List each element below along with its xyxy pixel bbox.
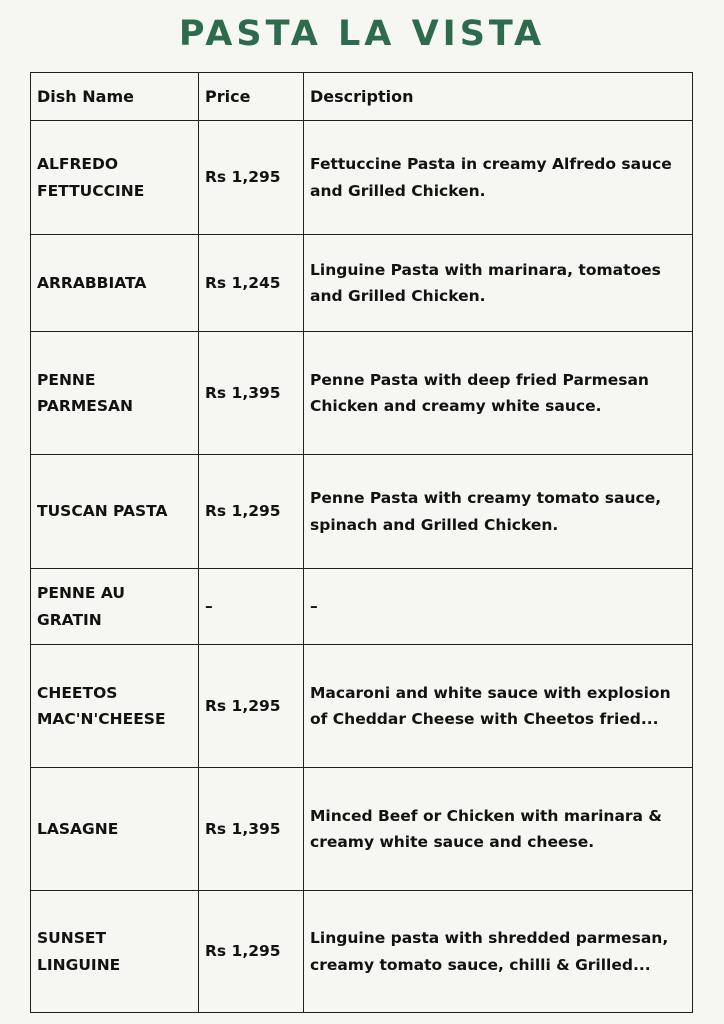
dish-name: PENNE AU GRATIN <box>31 569 199 645</box>
dish-price: Rs 1,245 <box>199 235 304 332</box>
table-row <box>31 235 693 332</box>
header-price: Price <box>199 73 304 121</box>
dish-description: Minced Beef or Chicken with marinara & creamy white sauce and cheese. <box>304 768 693 891</box>
table-row <box>31 121 693 235</box>
dish-description: Fettuccine Pasta in creamy Alfredo sauce and Grilled Chicken. <box>304 121 693 235</box>
dish-name: TUSCAN PASTA <box>31 455 199 569</box>
header-row <box>31 73 693 121</box>
table-row <box>31 569 693 645</box>
dish-price: – <box>199 569 304 645</box>
dish-description: Linguine Pasta with marinara, tomatoes and Grilled Chicken. <box>304 235 693 332</box>
dish-price: Rs 1,295 <box>199 645 304 768</box>
header-description: Description <box>304 73 693 121</box>
dish-name: SUNSET LINGUINE <box>31 891 199 1013</box>
table-row <box>31 645 693 768</box>
dish-description: Linguine pasta with shredded parmesan, creamy tomato sauce, chilli & Grilled... <box>304 891 693 1013</box>
dish-name: ALFREDO FETTUCCINE <box>31 121 199 235</box>
page-title: PASTA LA VISTA <box>178 14 546 54</box>
dish-description: Macaroni and white sauce with explosion of Cheddar Cheese with Cheetos fried... <box>304 645 693 768</box>
dish-price: Rs 1,295 <box>199 121 304 235</box>
table-row <box>31 768 693 891</box>
table-row <box>31 891 693 1013</box>
header-dish-name: Dish Name <box>31 73 199 121</box>
dish-name: LASAGNE <box>31 768 199 891</box>
dish-price: Rs 1,295 <box>199 455 304 569</box>
dish-price: Rs 1,395 <box>199 332 304 455</box>
menu-table <box>30 72 693 1013</box>
dish-name: PENNE PARMESAN <box>31 332 199 455</box>
dish-price: Rs 1,295 <box>199 891 304 1013</box>
dish-name: ARRABBIATA <box>31 235 199 332</box>
dish-description: – <box>304 569 693 645</box>
table-row <box>31 455 693 569</box>
dish-description: Penne Pasta with creamy tomato sauce, spinach and Grilled Chicken. <box>304 455 693 569</box>
dish-price: Rs 1,395 <box>199 768 304 891</box>
dish-name: CHEETOS MAC'N'CHEESE <box>31 645 199 768</box>
table-row <box>31 332 693 455</box>
dish-description: Penne Pasta with deep fried Parmesan Chicken and creamy white sauce. <box>304 332 693 455</box>
